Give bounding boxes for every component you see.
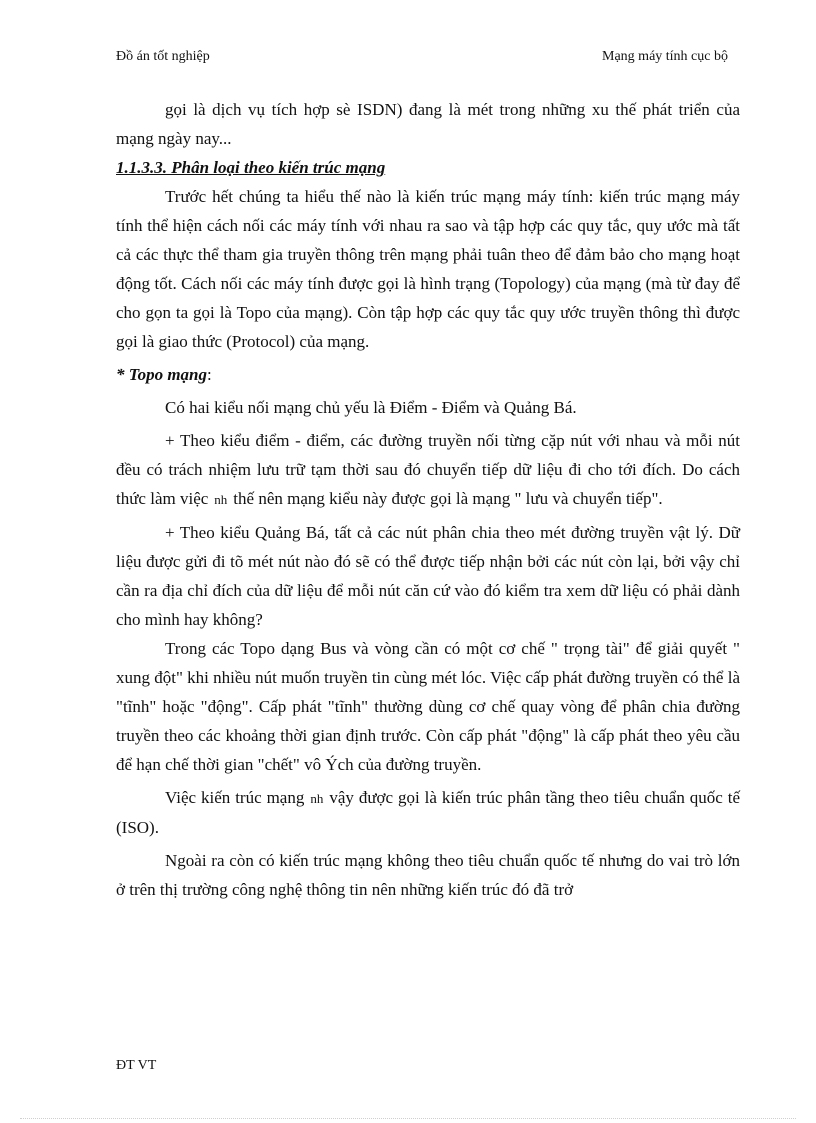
- document-body: [116, 95, 740, 904]
- paragraph-two-types: Có hai kiểu nối mạng chủ yếu là Điểm - Điểm và Quảng Bá.: [165, 398, 577, 417]
- paragraph-broadcast: + Theo kiểu Quảng Bá, tất cả các nút phân chia theo mét đường truyền vật lý. Dữ liệu được gửi đi tõ mét nút nào đó sẽ có thể được tiếp nhận bởi các nút còn lại, bởi vậy chỉ cần ra địa chỉ đích của dữ liệu để mỗi nút căn cứ vào đó kiểm tra xem dữ liệu có phải dành cho mình hay không?: [116, 523, 740, 629]
- paragraph-architecture: Trước hết chúng ta hiểu thế nào là kiến trúc mạng máy tính: kiến trúc mạng máy tính thể hiện cách nối các máy tính với nhau ra sao và tập hợp các quy tắc, quy ước mà tất cả các thực thể tham gia truyền thông trên mạng phải tuân theo để đảm bảo cho mạng hoạt động tốt. Cách nối các máy tính được gọi là hình trạng (Topology) của mạng (mà từ đay để cho gọn ta gọi là Topo của mạng). Còn tập hợp các quy tắc quy ước truyền thông thì được gọi là giao thức (Protocol) của mạng.: [116, 187, 740, 351]
- subheading-topo: [116, 360, 740, 389]
- paragraph-point-to-point: [116, 426, 740, 514]
- iso-text-b: vậy được gọi là kiến trúc phân tầng theo tiêu chuẩn quốc tế (ISO).: [116, 788, 740, 837]
- page-footer: ĐT VT: [116, 1058, 157, 1073]
- header-left-text: Đồ án tốt nghiệp: [116, 49, 210, 64]
- point-to-point-text-a: + Theo kiểu điểm - điểm, các đường truyền nối từng cặp nút với nhau và mỗi nút đều có trách nhiệm lưu trữ tạm thời sau đó chuyển tiếp dữ liệu đi cho tới đích. Do cách thức làm việc: [116, 431, 740, 508]
- point-to-point-text-b: thế nên mạng kiểu này được gọi là mạng " lưu và chuyển tiếp".: [233, 489, 663, 508]
- iso-text-a: Việc kiến trúc mạng: [165, 788, 305, 807]
- section-heading-text: 1.1.3.3. Phân loại theo kiến trúc mạng: [116, 158, 386, 177]
- subheading-topo-label: * Topo mạng: [116, 365, 208, 384]
- point-to-point-small-text: nh: [214, 492, 228, 507]
- page-header: [116, 49, 728, 69]
- subheading-topo-colon: :: [207, 365, 212, 384]
- section-heading: [116, 153, 740, 182]
- paragraph-bus-ring: Trong các Topo dạng Bus và vòng cần có một cơ chế " trọng tài" để giải quyết " xung đột" khi nhiều nút muốn truyền tin cùng mét lóc. Việc cấp phát đường truyền có thể là "tĩnh" hoặc "động". Cấp phát "tĩnh" thường dùng cơ chế quay vòng để phân chia đường truyền theo các khoảng thời gian định trước. Còn cấp phát "động" là cấp phát theo yêu cầu để hạn chế thời gian "chết" vô Ých của đường truyền.: [116, 639, 740, 774]
- iso-small-text: nh: [310, 791, 324, 806]
- paragraph-iso: [116, 783, 740, 842]
- paragraph-isdn: gọi là dịch vụ tích hợp sè ISDN) đang là mét trong những xu thế phát triển của mạng ngày nay...: [116, 100, 740, 148]
- header-right-text: Mạng máy tính cục bộ: [602, 49, 728, 64]
- paragraph-non-iso: Ngoài ra còn có kiến trúc mạng không theo tiêu chuẩn quốc tế nhưng do vai trò lớn ở trên thị trường công nghệ thông tin nên những kiến trúc đó đã trở: [116, 851, 740, 899]
- bottom-divider: [20, 1118, 796, 1119]
